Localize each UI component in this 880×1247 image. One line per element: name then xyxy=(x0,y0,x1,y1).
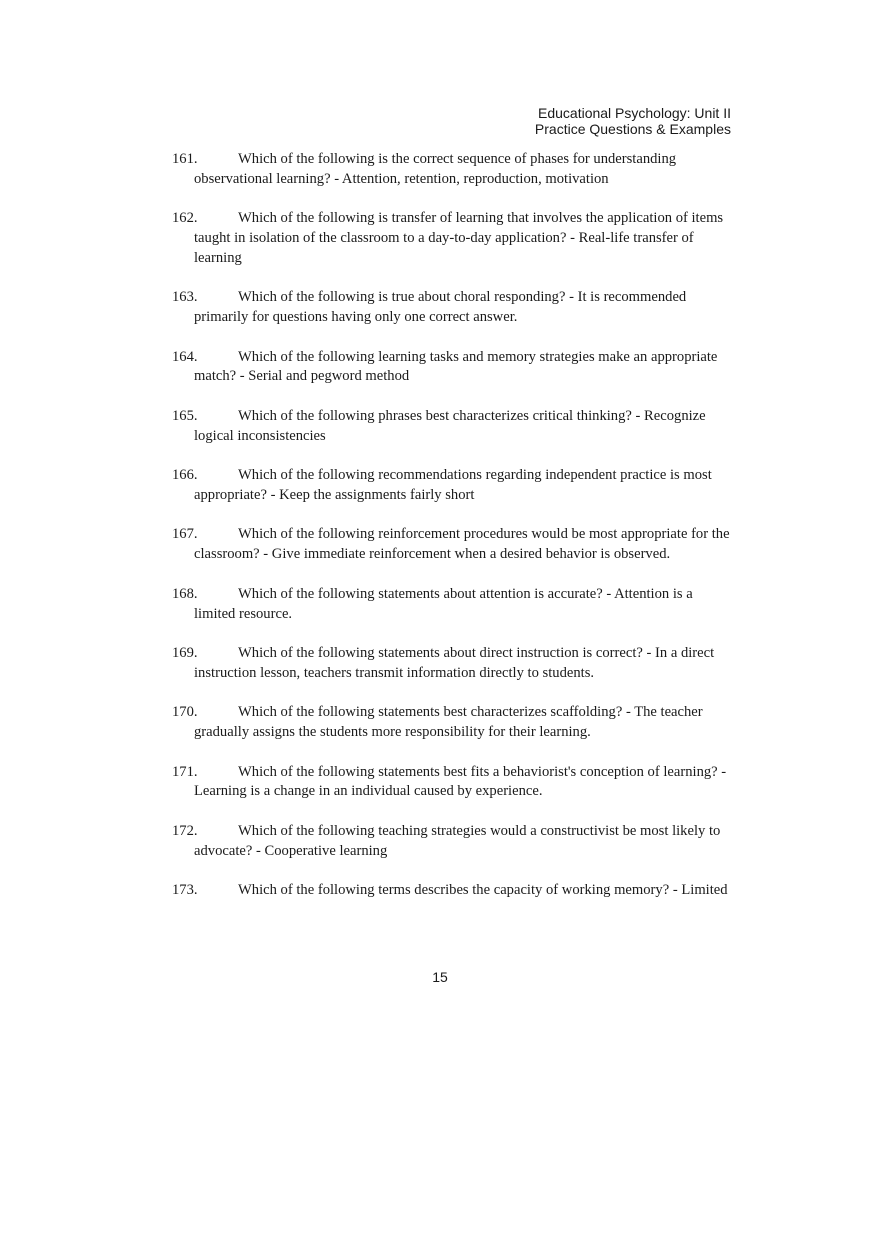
question-text: Which of the following learning tasks and memory strategies make an appropriate match? - Serial and pegword method xyxy=(194,348,718,385)
question-item-164 xyxy=(172,348,732,388)
question-item-161 xyxy=(172,150,732,190)
question-number: 162. xyxy=(172,210,198,227)
header-course-title: Educational Psychology: Unit II xyxy=(538,105,731,121)
question-item-170 xyxy=(172,703,732,743)
question-item-166 xyxy=(172,466,732,506)
question-item-168 xyxy=(172,585,732,625)
question-item-172 xyxy=(172,822,732,862)
page-number: 15 xyxy=(432,969,448,985)
question-text: Which of the following statements best characterizes scaffolding? - The teacher gradually assigns the students more responsibility for their learning. xyxy=(194,704,703,741)
question-number: 170. xyxy=(172,704,198,721)
question-text: Which of the following recommendations regarding independent practice is most appropriate? - Keep the assignments fairly short xyxy=(194,467,712,503)
question-number: 167. xyxy=(172,526,198,543)
question-number: 173. xyxy=(172,882,198,899)
question-item-162 xyxy=(172,209,732,268)
question-text: Which of the following is the correct sequence of phases for understanding observational learning? - Attention, retention, reproduction, motivation xyxy=(194,151,677,187)
header-section-title: Practice Questions & Examples xyxy=(534,121,731,137)
question-text: Which of the following is transfer of learning that involves the application of items taught in isolation of the classroom to a day-to-day application? - Real-life transfer of learning xyxy=(194,210,724,266)
question-text: Which of the following phrases best characterizes critical thinking? - Recognize logical inconsistencies xyxy=(194,407,706,444)
question-item-165 xyxy=(172,407,732,447)
question-number: 168. xyxy=(172,585,198,602)
question-text: Which of the following statements best fits a behaviorist's conception of learning? - Learning is a change in an individual caused by experience. xyxy=(194,763,727,800)
question-item-173 xyxy=(172,881,732,901)
question-text: Which of the following reinforcement procedures would be most appropriate for the classroom? - Give immediate reinforcement when a desired behavior is observed. xyxy=(194,526,730,563)
question-number: 161. xyxy=(172,151,198,167)
question-text: Which of the following is true about choral responding? - It is recommended primarily for questions having only one correct answer. xyxy=(194,289,687,326)
question-number: 165. xyxy=(172,407,198,424)
question-text: Which of the following terms describes the capacity of working memory? - Limited xyxy=(238,882,728,899)
question-text: Which of the following statements about direct instruction is correct? - In a direct instruction lesson, teachers transmit information directly to students. xyxy=(194,645,715,681)
question-number: 169. xyxy=(172,645,198,662)
running-header xyxy=(535,105,731,137)
question-number: 172. xyxy=(172,822,198,839)
question-item-171 xyxy=(172,763,732,803)
question-item-169 xyxy=(172,644,732,684)
question-item-163 xyxy=(172,288,732,328)
question-number: 164. xyxy=(172,348,198,365)
question-number: 163. xyxy=(172,289,198,306)
question-number: 166. xyxy=(172,467,198,484)
question-text: Which of the following teaching strategies would a constructivist be most likely to advocate? - Cooperative learning xyxy=(194,822,721,859)
question-text: Which of the following statements about attention is accurate? - Attention is a limited resource. xyxy=(194,585,693,622)
question-number: 171. xyxy=(172,763,198,780)
question-list xyxy=(172,150,732,921)
question-item-167 xyxy=(172,525,732,565)
